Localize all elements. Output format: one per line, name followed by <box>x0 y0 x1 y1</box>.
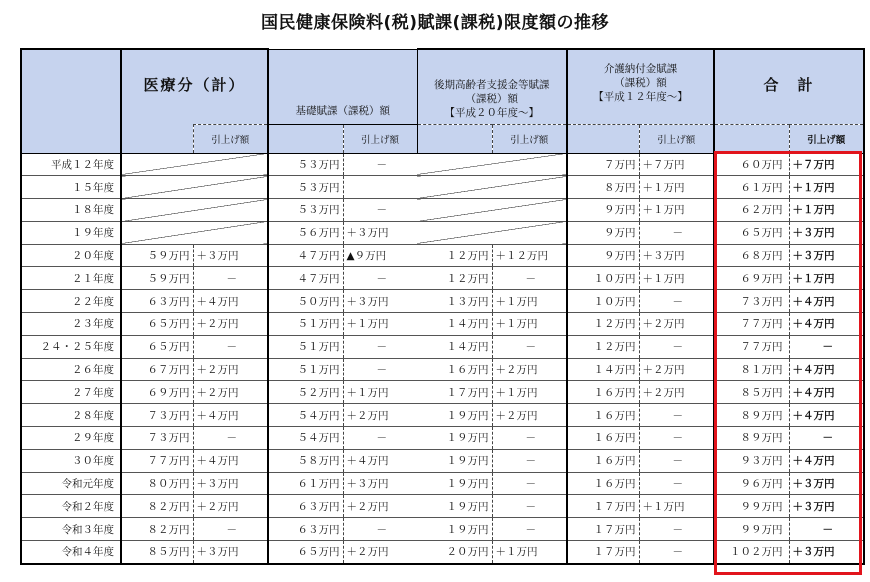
table-row <box>21 404 864 427</box>
care-increase-cell: － <box>639 449 714 472</box>
total-increase-cell: － <box>789 518 864 541</box>
medical-amount-cell: ７７万円 <box>121 449 193 472</box>
medical-amount-subheader <box>121 124 193 153</box>
elderly-amount-cell: １３万円 <box>417 290 492 313</box>
medical-amount-cell: ８２万円 <box>121 495 193 518</box>
basic-amount-cell: ５２万円 <box>268 381 343 404</box>
medical-increase-cell: ＋２万円 <box>193 495 268 518</box>
elderly-not-applicable-cell <box>417 199 567 222</box>
elderly-header-line2: （課税）額 <box>465 93 519 105</box>
page-title: 国民健康保険料(税)賦課(課税)限度額の推移 <box>260 13 610 33</box>
elderly-increase-cell: － <box>492 449 567 472</box>
care-amount-cell: １０万円 <box>567 290 639 313</box>
elderly-amount-cell: １２万円 <box>417 267 492 290</box>
medical-amount-cell: ８５万円 <box>121 541 193 564</box>
care-amount-cell: １０万円 <box>567 267 639 290</box>
medical-increase-cell: － <box>193 518 268 541</box>
year-cell: ２８年度 <box>21 404 121 427</box>
table-row <box>21 518 864 541</box>
basic-header-label: 基礎賦課（課税）額 <box>295 104 391 117</box>
basic-amount-cell: ４７万円 <box>268 244 343 267</box>
year-cell: ２３年度 <box>21 313 121 336</box>
care-increase-cell: ＋１万円 <box>639 267 714 290</box>
medical-not-applicable-cell <box>121 153 268 176</box>
basic-amount-cell: ６１万円 <box>268 472 343 495</box>
total-increase-cell: － <box>789 335 864 358</box>
total-increase-cell: ＋４万円 <box>789 358 864 381</box>
basic-amount-cell: ５１万円 <box>268 358 343 381</box>
care-header <box>567 49 714 124</box>
care-increase-cell: － <box>639 427 714 450</box>
care-increase-cell: ＋２万円 <box>639 358 714 381</box>
basic-increase-cell: － <box>343 335 417 358</box>
table-row <box>21 381 864 404</box>
medical-increase-cell: ＋４万円 <box>193 404 268 427</box>
medical-increase-cell: ＋２万円 <box>193 381 268 404</box>
care-amount-cell: ９万円 <box>567 199 639 222</box>
total-header <box>714 49 864 124</box>
medical-amount-cell: ６５万円 <box>121 335 193 358</box>
medical-increase-cell: ＋３万円 <box>193 541 268 564</box>
care-amount-cell: １６万円 <box>567 449 639 472</box>
care-increase-cell: ＋１万円 <box>639 495 714 518</box>
care-amount-cell: １４万円 <box>567 358 639 381</box>
year-cell: １９年度 <box>21 221 121 244</box>
care-increase-subheader: 引上げ額 <box>639 124 714 153</box>
medical-amount-cell: ６７万円 <box>121 358 193 381</box>
care-amount-cell: １６万円 <box>567 427 639 450</box>
elderly-not-applicable-cell <box>417 153 567 176</box>
table-row <box>21 358 864 381</box>
basic-increase-cell <box>343 176 417 199</box>
table-row <box>21 313 864 336</box>
elderly-increase-cell: ＋１万円 <box>492 381 567 404</box>
elderly-header-line3: 【平成２０年度～】 <box>444 107 540 119</box>
total-amount-cell: ９９万円 <box>714 495 789 518</box>
total-amount-cell: ８５万円 <box>714 381 789 404</box>
year-header-cell <box>21 49 121 153</box>
year-cell: １５年度 <box>21 176 121 199</box>
basic-amount-cell: ５３万円 <box>268 176 343 199</box>
basic-amount-cell: ６３万円 <box>268 518 343 541</box>
basic-amount-cell: ６３万円 <box>268 495 343 518</box>
total-amount-cell: ６０万円 <box>714 153 789 176</box>
elderly-increase-cell: － <box>492 267 567 290</box>
care-amount-cell: １２万円 <box>567 313 639 336</box>
total-increase-cell: ＋４万円 <box>789 404 864 427</box>
basic-amount-cell: ５１万円 <box>268 335 343 358</box>
elderly-increase-cell: ＋１２万円 <box>492 244 567 267</box>
basic-increase-cell: － <box>343 199 417 222</box>
care-header-line3: 【平成１２年度～】 <box>593 91 688 103</box>
year-cell: ２０年度 <box>21 244 121 267</box>
basic-header <box>268 49 417 124</box>
total-amount-cell: ９９万円 <box>714 518 789 541</box>
elderly-increase-cell: ＋２万円 <box>492 404 567 427</box>
elderly-header <box>417 49 567 124</box>
year-cell: ２７年度 <box>21 381 121 404</box>
total-header-label: 合 計 <box>763 76 815 94</box>
care-amount-cell: １７万円 <box>567 495 639 518</box>
medical-amount-cell: ６９万円 <box>121 381 193 404</box>
medical-amount-cell: ６３万円 <box>121 290 193 313</box>
basic-increase-cell: ＋１万円 <box>343 313 417 336</box>
elderly-increase-cell: － <box>492 495 567 518</box>
elderly-amount-cell: １４万円 <box>417 313 492 336</box>
elderly-amount-cell: １９万円 <box>417 404 492 427</box>
elderly-increase-cell: － <box>492 335 567 358</box>
care-increase-cell: ＋１万円 <box>639 176 714 199</box>
elderly-amount-cell: １９万円 <box>417 427 492 450</box>
total-amount-cell: ６２万円 <box>714 199 789 222</box>
year-cell: ２４・２５年度 <box>21 335 121 358</box>
care-amount-cell: １２万円 <box>567 335 639 358</box>
basic-increase-subheader: 引上げ額 <box>343 124 417 153</box>
table-body <box>21 153 864 564</box>
table-row <box>21 495 864 518</box>
year-cell: ２９年度 <box>21 427 121 450</box>
care-header-line2: （課税）額 <box>614 77 667 89</box>
basic-increase-cell: ＋２万円 <box>343 404 417 427</box>
basic-amount-cell: ４７万円 <box>268 267 343 290</box>
total-amount-cell: ６１万円 <box>714 176 789 199</box>
medical-amount-cell: ８２万円 <box>121 518 193 541</box>
elderly-increase-cell: ＋１万円 <box>492 290 567 313</box>
total-amount-cell: ６９万円 <box>714 267 789 290</box>
total-amount-cell: ７３万円 <box>714 290 789 313</box>
care-increase-cell: － <box>639 541 714 564</box>
total-increase-cell: ＋１万円 <box>789 267 864 290</box>
basic-increase-cell: ＋３万円 <box>343 472 417 495</box>
basic-amount-cell: ６５万円 <box>268 541 343 564</box>
basic-amount-cell: ５４万円 <box>268 404 343 427</box>
elderly-increase-cell: － <box>492 472 567 495</box>
total-increase-cell: ＋４万円 <box>789 449 864 472</box>
year-cell: 令和２年度 <box>21 495 121 518</box>
medical-increase-cell: － <box>193 427 268 450</box>
basic-amount-subheader <box>268 124 343 153</box>
medical-not-applicable-cell <box>121 176 268 199</box>
medical-increase-cell: － <box>193 335 268 358</box>
basic-amount-cell: ５０万円 <box>268 290 343 313</box>
basic-increase-cell: － <box>343 267 417 290</box>
elderly-header-line1: 後期高齢者支援金等賦課 <box>434 79 550 91</box>
elderly-amount-cell: １９万円 <box>417 472 492 495</box>
table-row <box>21 221 864 244</box>
care-amount-cell: ７万円 <box>567 153 639 176</box>
total-increase-cell: ＋１万円 <box>789 176 864 199</box>
medical-increase-cell: ＋３万円 <box>193 244 268 267</box>
medical-amount-cell: ７３万円 <box>121 404 193 427</box>
total-amount-cell: ９６万円 <box>714 472 789 495</box>
year-cell: 令和３年度 <box>21 518 121 541</box>
medical-increase-cell: ＋４万円 <box>193 449 268 472</box>
elderly-amount-cell: １２万円 <box>417 244 492 267</box>
table-row <box>21 472 864 495</box>
limit-amount-table <box>20 48 865 565</box>
elderly-amount-cell: １９万円 <box>417 449 492 472</box>
basic-amount-cell: ５４万円 <box>268 427 343 450</box>
total-increase-cell: ＋３万円 <box>789 495 864 518</box>
year-cell: ２２年度 <box>21 290 121 313</box>
care-increase-cell: － <box>639 221 714 244</box>
care-amount-cell: １７万円 <box>567 541 639 564</box>
total-amount-cell: ８１万円 <box>714 358 789 381</box>
basic-increase-cell: － <box>343 427 417 450</box>
table-row <box>21 290 864 313</box>
table-row <box>21 449 864 472</box>
total-amount-cell: ８９万円 <box>714 427 789 450</box>
total-amount-cell: ９３万円 <box>714 449 789 472</box>
medical-amount-cell: ８０万円 <box>121 472 193 495</box>
elderly-increase-cell: － <box>492 427 567 450</box>
medical-amount-cell: ６５万円 <box>121 313 193 336</box>
total-increase-cell: ＋４万円 <box>789 290 864 313</box>
medical-amount-cell: ５９万円 <box>121 267 193 290</box>
care-amount-subheader <box>567 124 639 153</box>
total-increase-cell: ＋３万円 <box>789 541 864 564</box>
care-amount-cell: １７万円 <box>567 518 639 541</box>
elderly-not-applicable-cell <box>417 221 567 244</box>
medical-increase-cell: － <box>193 267 268 290</box>
care-increase-cell: － <box>639 404 714 427</box>
total-amount-subheader <box>714 124 789 153</box>
care-amount-cell: １６万円 <box>567 381 639 404</box>
total-amount-cell: ７７万円 <box>714 313 789 336</box>
medical-not-applicable-cell <box>121 199 268 222</box>
basic-amount-cell: ５１万円 <box>268 313 343 336</box>
basic-increase-cell: ＋２万円 <box>343 541 417 564</box>
elderly-amount-cell: １６万円 <box>417 358 492 381</box>
basic-amount-cell: ５８万円 <box>268 449 343 472</box>
medical-increase-cell: ＋４万円 <box>193 290 268 313</box>
elderly-increase-cell: ＋１万円 <box>492 541 567 564</box>
year-cell: ２６年度 <box>21 358 121 381</box>
basic-increase-cell: － <box>343 518 417 541</box>
total-increase-cell: ＋１万円 <box>789 199 864 222</box>
care-increase-cell: ＋２万円 <box>639 313 714 336</box>
total-increase-cell: ＋７万円 <box>789 153 864 176</box>
elderly-amount-cell: １９万円 <box>417 495 492 518</box>
total-amount-cell: ６８万円 <box>714 244 789 267</box>
year-cell: 令和元年度 <box>21 472 121 495</box>
table-row <box>21 244 864 267</box>
basic-increase-cell: ＋４万円 <box>343 449 417 472</box>
medical-increase-cell: ＋２万円 <box>193 358 268 381</box>
table-row <box>21 335 864 358</box>
basic-amount-cell: ５６万円 <box>268 221 343 244</box>
elderly-amount-cell: １７万円 <box>417 381 492 404</box>
basic-increase-cell: ＋３万円 <box>343 290 417 313</box>
basic-increase-cell: ＋２万円 <box>343 495 417 518</box>
elderly-increase-subheader: 引上げ額 <box>492 124 567 153</box>
care-increase-cell: － <box>639 518 714 541</box>
care-increase-cell: － <box>639 290 714 313</box>
table-row <box>21 541 864 564</box>
year-cell: ２１年度 <box>21 267 121 290</box>
care-header-line1: 介護納付金賦課 <box>603 63 678 75</box>
table-row <box>21 267 864 290</box>
care-increase-cell: ＋７万円 <box>639 153 714 176</box>
elderly-amount-cell: １９万円 <box>417 518 492 541</box>
table-row <box>21 176 864 199</box>
table-row <box>21 199 864 222</box>
basic-amount-cell: ５３万円 <box>268 199 343 222</box>
table-row <box>21 153 864 176</box>
total-amount-cell: ７７万円 <box>714 335 789 358</box>
total-increase-subheader: 引上げ額 <box>789 124 864 153</box>
care-amount-cell: ９万円 <box>567 221 639 244</box>
elderly-amount-cell: １４万円 <box>417 335 492 358</box>
year-cell: ３０年度 <box>21 449 121 472</box>
total-amount-cell: ８９万円 <box>714 404 789 427</box>
basic-amount-cell: ５３万円 <box>268 153 343 176</box>
total-increase-cell: ＋３万円 <box>789 244 864 267</box>
year-cell: 平成１２年度 <box>21 153 121 176</box>
elderly-amount-subheader <box>417 124 492 153</box>
medical-header-label: 医療分（計） <box>143 76 246 94</box>
total-increase-cell: ＋３万円 <box>789 472 864 495</box>
total-increase-cell: ＋４万円 <box>789 381 864 404</box>
care-increase-cell: ＋３万円 <box>639 244 714 267</box>
medical-amount-cell: ５９万円 <box>121 244 193 267</box>
total-increase-cell: ＋３万円 <box>789 221 864 244</box>
elderly-increase-cell: ＋２万円 <box>492 358 567 381</box>
elderly-increase-cell: － <box>492 518 567 541</box>
total-amount-cell: １０２万円 <box>714 541 789 564</box>
care-amount-cell: ９万円 <box>567 244 639 267</box>
medical-increase-cell: ＋３万円 <box>193 472 268 495</box>
basic-increase-cell: ＋３万円 <box>343 221 417 244</box>
medical-increase-cell: ＋２万円 <box>193 313 268 336</box>
year-cell: １８年度 <box>21 199 121 222</box>
basic-increase-cell: － <box>343 153 417 176</box>
medical-not-applicable-cell <box>121 221 268 244</box>
elderly-not-applicable-cell <box>417 176 567 199</box>
table-row <box>21 427 864 450</box>
care-increase-cell: － <box>639 335 714 358</box>
care-increase-cell: ＋２万円 <box>639 381 714 404</box>
medical-amount-cell: ７３万円 <box>121 427 193 450</box>
year-cell: 令和４年度 <box>21 541 121 564</box>
elderly-amount-cell: ２０万円 <box>417 541 492 564</box>
care-increase-cell: ＋１万円 <box>639 199 714 222</box>
basic-increase-cell: ＋１万円 <box>343 381 417 404</box>
basic-increase-cell: － <box>343 358 417 381</box>
total-increase-cell: ＋４万円 <box>789 313 864 336</box>
total-amount-cell: ６５万円 <box>714 221 789 244</box>
care-amount-cell: １６万円 <box>567 472 639 495</box>
total-increase-cell: － <box>789 427 864 450</box>
medical-header <box>121 49 268 124</box>
elderly-increase-cell: ＋１万円 <box>492 313 567 336</box>
medical-increase-subheader: 引上げ額 <box>193 124 268 153</box>
basic-increase-cell: ▲９万円 <box>343 244 417 267</box>
care-amount-cell: ８万円 <box>567 176 639 199</box>
care-increase-cell: － <box>639 472 714 495</box>
care-amount-cell: １６万円 <box>567 404 639 427</box>
